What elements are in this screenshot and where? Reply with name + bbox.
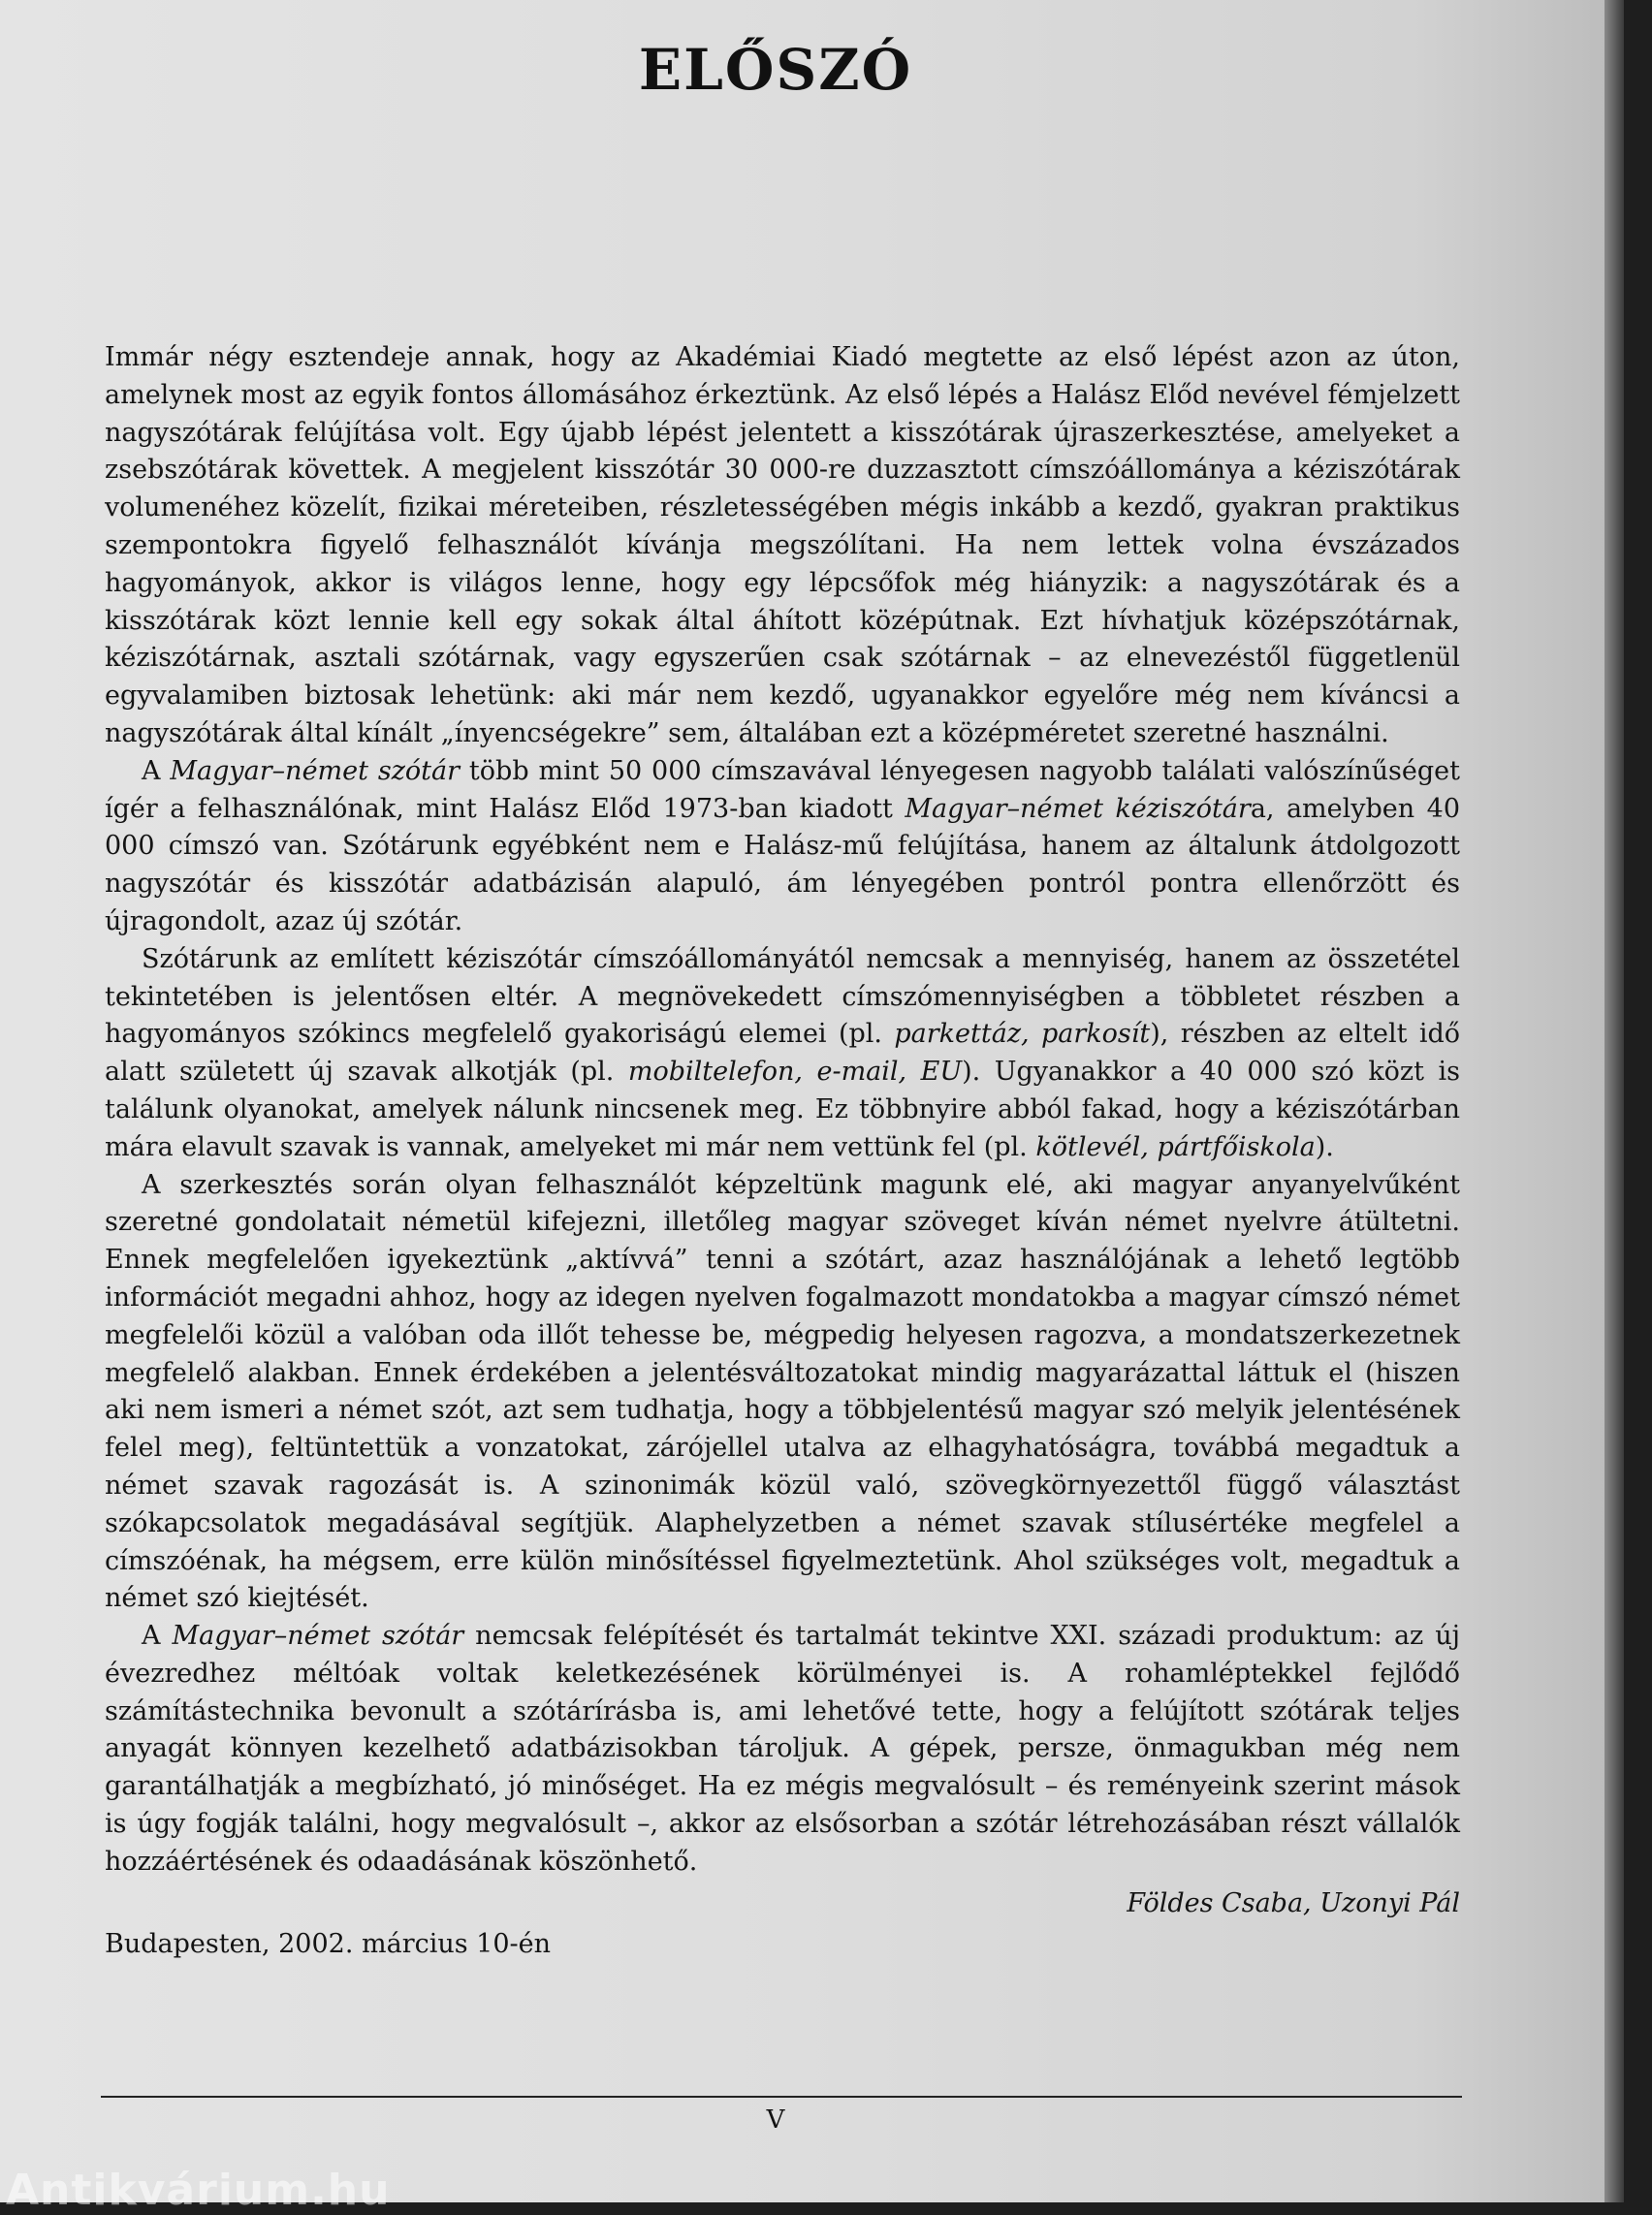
text-run: ), részben az eltelt idő alatt született új szavak alkotják (pl.: [105, 1019, 1460, 1088]
footer-divider: [101, 2096, 1462, 2098]
paragraph-2: [105, 753, 1460, 941]
italic-run: kötlevél, pártfőiskola: [1035, 1131, 1316, 1162]
italic-run: mobiltelefon, e-mail, EU: [627, 1057, 963, 1088]
text-run: ).: [1315, 1131, 1334, 1162]
text-run: A: [142, 755, 171, 786]
text-run: több mint 50 000 címszavával lényegesen nagyobb találati valószínűséget ígér a felhasználónak, mint Halász Előd 1973-ban kiadott: [105, 755, 1460, 824]
italic-run: Magyar–német szótár: [170, 755, 461, 786]
text-run: A szerkesztés során olyan felhasználót képzeltünk magunk elé, aki magyar anyanyelvűként szeretné gondolatait németül kifejezni, illetőleg magyar szöveget kíván német nyelvre átültetni. Ennek megfelelően igyekeztünk „aktívvá” tenni a szótárt, azaz használójának a lehető legtöbb információt megadni ahhoz, hogy az idegen nyelven fogalmazott mondatokba a magyar címszó német megfelelői közül a valóban oda illőt tehesse be, mégpedig helyesen ragozva, a mondatszerkezetnek megfelelő alakban. Ennek érdekében a jelentésváltozatokat mindig magyarázattal láttuk el (hiszen aki nem ismeri a német szót, azt sem tudhatja, hogy a többjelentésű magyar szó melyik jelentésének felel meg), feltüntettük a vonzatokat, zárójellel utalva az elhagyhatóságra, továbbá megadtuk a német szavak ragozását is. A szinonimák közül való, szövegkörnyezettől függő választást szókapcsolatok megadásával segítjük. Alaphelyzetben a német szavak stílusértéke megfelel a címszóénak, ha mégsem, erre külön minősítéssel figyelmeztetünk. Ahol szükséges volt, megadtuk a német szó kiejtését.: [105, 1169, 1460, 1614]
watermark: Antikvárium.hu: [6, 2166, 391, 2215]
text-run: Immár négy esztendeje annak, hogy az Akadémiai Kiadó megtette az első lépést azon az úton, amelynek most az egyik fontos állomásához érkeztünk. Az első lépés a Halász Előd nevével fémjelzett nagyszótárak felújítása volt. Egy újabb lépést jelentett a kisszótárak újraszerkesztése, amelyeket a zsebszótárak követtek. A megjelent kisszótár 30 000-re duzzasztott címszóállománya a kéziszótárak volumenéhez közelít, fizikai méreteiben, részletességében mégis inkább a kezdő, gyakran praktikus szempontokra figyelő felhasználót kívánja megszólítani. Ha nem lettek volna évszázados hagyományok, akkor is világos lenne, hogy egy lépcsőfok még hiányzik: a nagyszótárak és a kisszótárak közt lennie kell egy sokak által áhított középútnak. Ezt hívhatjuk középszótárnak, kéziszótárnak, asztali szótárnak, vagy egyszerűen csak szótárnak – az elnevezéstől függetlenül egyvalamiben biztosak lehetünk: aki már nem kezdő, ugyanakkor egyelőre még nem kíváncsi a nagyszótárak által kínált „ínyencségekre” sem, általában ezt a középméretet szeretné használni.: [105, 342, 1460, 748]
paragraph-1: [105, 339, 1460, 753]
page-number: V: [766, 2105, 785, 2135]
text-run: A: [142, 1621, 173, 1652]
italic-run: Magyar–német kéziszótár: [905, 793, 1251, 824]
text-run: ). Ugyanakkor a 40 000 szó közt is találunk olyanokat, amelyek nálunk nincsenek meg. Ez többnyire abból fakad, hogy a kéziszótárban mára elavult szavak is vannak, amelyeket mi már nem vettünk fel (pl.: [105, 1057, 1461, 1162]
page-title: ELŐSZÓ: [638, 37, 913, 103]
paragraph-4: [105, 1167, 1460, 1619]
preface-body: [105, 339, 1460, 1964]
place-date: Budapesten, 2002. március 10-én: [105, 1929, 552, 1960]
text-run: a, amelyben 40 000 címszó van. Szótárunk egyébként nem e Halász-mű felújítása, hanem az általunk átdolgozott nagyszótár és kisszótár adatbázisán alapuló, ám lényegében pontról pontra ellenőrzött és újragondolt, azaz új szótár.: [105, 793, 1460, 936]
text-run: Szótárunk az említett kéziszótár címszóállományától nemcsak a mennyiség, hanem az összetétel tekintetében is jelentősen eltér. A megnövekedett címszómennyiségben a többletet részben a hagyományos szókincs megfelelő gyakoriságú elemei (pl.: [105, 943, 1460, 1050]
signature: Földes Csaba, Uzonyi Pál: [1127, 1887, 1460, 1918]
italic-run: Magyar–német szótár: [172, 1621, 464, 1652]
page-edge: [1604, 0, 1624, 2202]
paragraph-5: [105, 1618, 1460, 1882]
paragraph-3: [105, 941, 1460, 1167]
italic-run: parkettáz, parkosít: [894, 1019, 1151, 1050]
text-run: nemcsak felépítését és tartalmát tekintve XXI. századi produktum: az új évezredhez méltóak voltak keletkezésének körülményei is. A rohamléptekkel fejlődő számítástechnika bevonult a szótárírásba is, ami lehetővé tette, hogy a felújított szótárak teljes anyagát könnyen kezelhető adatbázisokban tároljuk. A gépek, persze, önmagukban még nem garantálhatják a megbízható, jó minőséget. Ha ez mégis megvalósult – és reményeink szerint mások is úgy fogják találni, hogy megvalósult –, akkor az elsősorban a szótár létrehozásában részt vállalók hozzáértésének és odaadásának köszönhető.: [105, 1621, 1460, 1877]
